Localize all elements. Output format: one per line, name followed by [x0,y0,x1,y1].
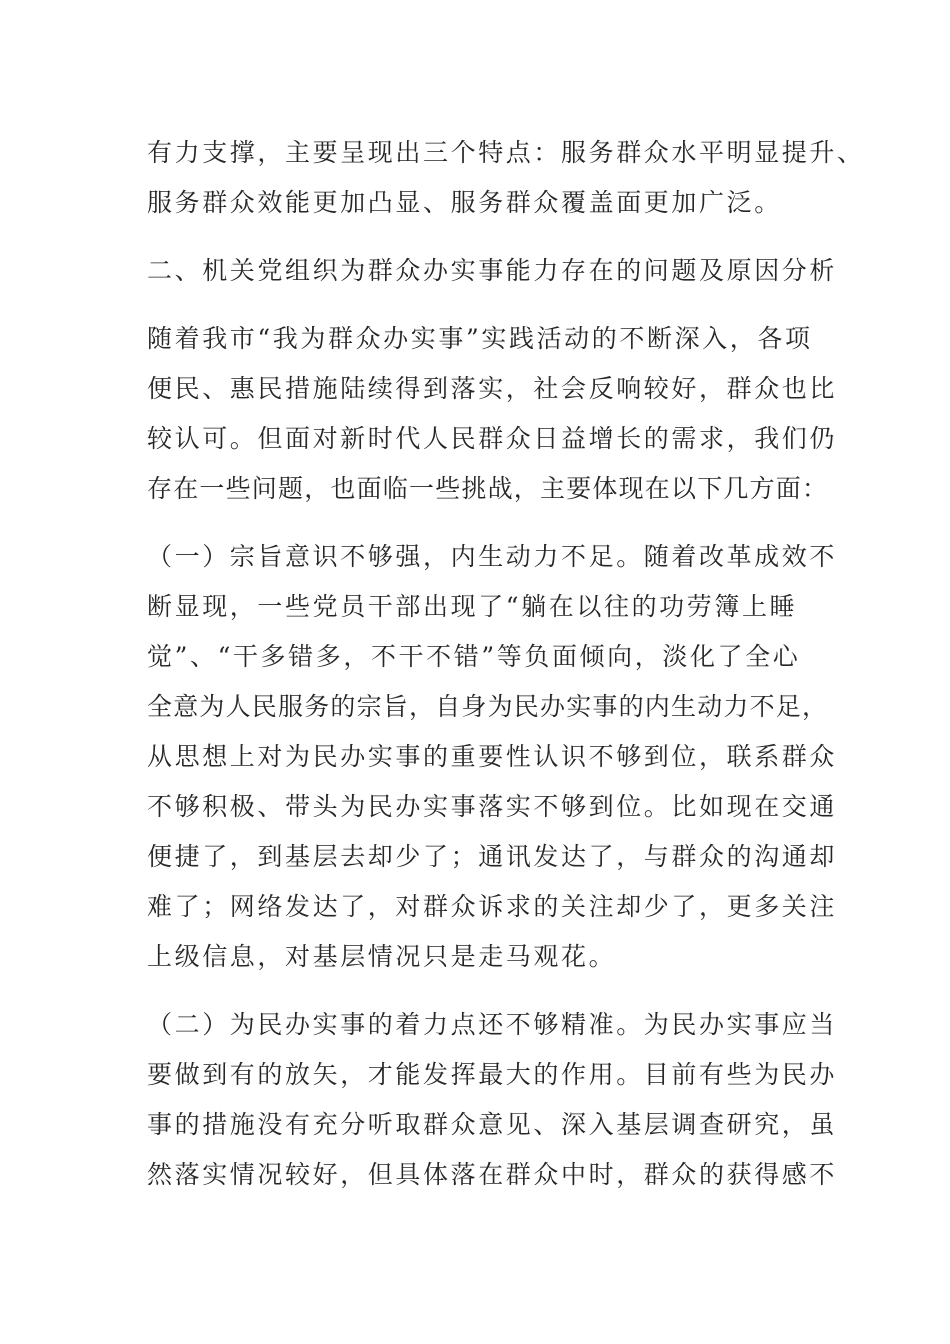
text-line: 觉”、“干多错多，不干不错”等负面倾向，淡化了全心 [147,642,801,671]
text-line: 全意为人民服务的宗旨，自身为民办实事的内生动力不足， [147,692,829,721]
text-line: 断显现，一些党员干部出现了“躺在以往的功劳簿上睡 [147,592,798,621]
text-line: （二）为民办实事的着力点还不够精准。为民办实事应当 [147,1010,838,1039]
text-line: 便捷了，到基层去却少了；通讯发达了，与群众的沟通却 [147,842,838,871]
text-line: 有力支撑，主要呈现出三个特点：服务群众水平明显提升、 [147,138,865,167]
text-line: 不够积极、带头为民办实事落实不够到位。比如现在交通 [147,792,838,821]
text-line: 事的措施没有充分听取群众意见、深入基层调查研究，虽 [147,1110,838,1139]
text-line: 从思想上对为民办实事的重要性认识不够到位，联系群众 [147,742,838,771]
text-line: 服务群众效能更加凸显、服务群众覆盖面更加广泛。 [147,188,782,217]
text-line: 便民、惠民措施陆续得到落实，社会反响较好，群众也比 [147,374,838,403]
section-heading: 二、机关党组织为群众办实事能力存在的问题及原因分析 [147,256,838,285]
text-line: 难了；网络发达了，对群众诉求的关注却少了，更多关注 [147,892,838,921]
text-line: 随着我市“我为群众办实事”实践活动的不断深入，各项 [147,324,813,353]
text-line: 较认可。但面对新时代人民群众日益增长的需求，我们仍 [147,424,838,453]
text-line: 要做到有的放矢，才能发挥最大的作用。目前有些为民办 [147,1060,838,1089]
text-line: 然落实情况较好，但具体落在群众中时，群众的获得感不 [147,1160,838,1189]
text-line: （一）宗旨意识不够强，内生动力不足。随着改革成效不 [147,542,838,571]
text-line: 存在一些问题，也面临一些挑战，主要体现在以下几方面： [147,474,829,503]
text-line: 上级信息，对基层情况只是走马观花。 [147,942,617,971]
